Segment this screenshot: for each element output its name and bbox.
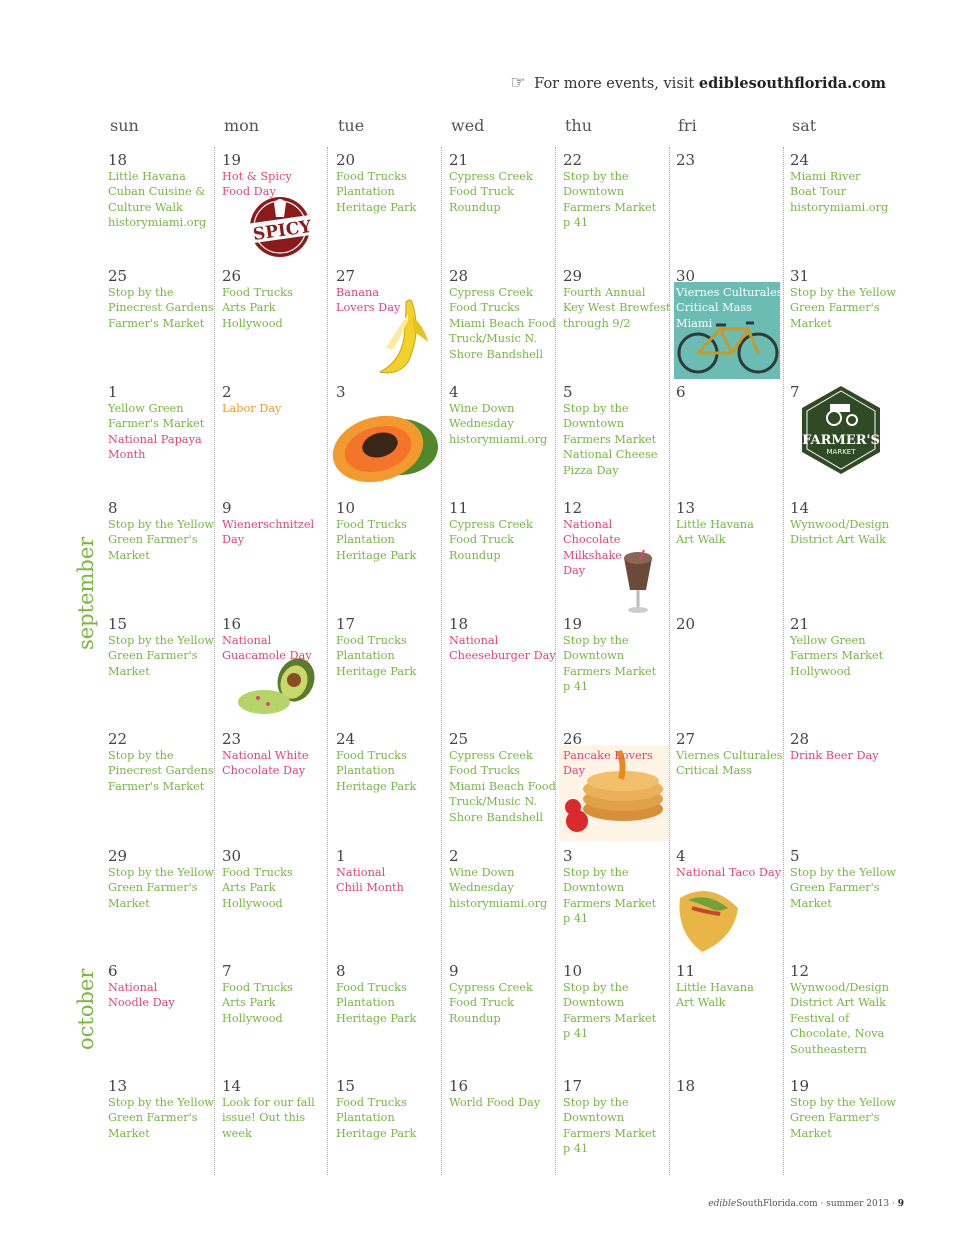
day-number: 4 — [676, 847, 686, 865]
day-event-text: National Chili Month — [336, 866, 404, 895]
calendar-day-cell — [336, 847, 448, 961]
day-number: 27 — [336, 267, 356, 285]
day-number: 8 — [108, 499, 118, 517]
calendar-day-cell — [449, 151, 561, 265]
day-number: 1 — [336, 847, 346, 865]
month-label-september: september — [74, 536, 98, 650]
day-event-text: Cypress Creek Food Truck Roundup — [449, 170, 533, 214]
day-event-text: Viernes Culturales Critical Mass — [676, 749, 783, 778]
day-event-text: Stop by the Downtown Farmers Market p 41 — [563, 866, 657, 926]
calendar-day-cell — [449, 847, 561, 961]
day-number: 22 — [563, 151, 583, 169]
day-number: 14 — [222, 1077, 242, 1095]
day-number: 21 — [790, 615, 810, 633]
day-number: 2 — [449, 847, 459, 865]
day-number: 11 — [676, 962, 696, 980]
day-event-text: Labor Day — [222, 402, 282, 415]
calendar-day-cell — [449, 962, 561, 1076]
day-event-text: National Taco Day — [676, 866, 782, 879]
calendar-day-cell — [563, 847, 675, 961]
svg-text:MARKET: MARKET — [826, 448, 856, 456]
day-number: 19 — [790, 1077, 810, 1095]
day-event-text: Stop by the Downtown Farmers Market p 41 — [563, 170, 657, 230]
day-number: 9 — [222, 499, 232, 517]
calendar-day-cell — [336, 730, 448, 844]
page-number: 9 — [897, 1199, 904, 1209]
day-number: 28 — [449, 267, 469, 285]
day-number: 12 — [563, 499, 583, 517]
footer-edible: edible — [708, 1199, 737, 1209]
day-event-text: Stop by the Yellow Green Farmer's Market — [790, 286, 897, 330]
calendar-day-cell — [676, 383, 788, 497]
day-number: 15 — [336, 1077, 356, 1095]
day-event-text: Stop by the Downtown Farmers Market p 41 — [563, 1096, 657, 1156]
day-number: 16 — [449, 1077, 469, 1095]
calendar-day-cell — [790, 1077, 902, 1191]
calendar-day-cell — [108, 962, 220, 1076]
day-event-text: Stop by the Pinecrest Gardens Farmer's Market — [108, 286, 214, 330]
day-number: 21 — [449, 151, 469, 169]
day-number: 28 — [790, 730, 810, 748]
day-event-text: Food Trucks Arts Park Hollywood — [222, 286, 293, 330]
footer-text: SouthFlorida.com · summer 2013 · — [736, 1199, 898, 1209]
calendar-day-cell — [676, 499, 788, 613]
calendar-day-cell — [108, 383, 220, 497]
day-event-text: Food Trucks Plantation Heritage Park — [336, 1096, 417, 1140]
day-event-text: Cypress Creek Food Truck Roundup — [449, 518, 533, 562]
day-event-text: Cypress Creek Food Truck Roundup — [449, 981, 533, 1025]
calendar-day-cell — [449, 730, 561, 844]
day-event-text: Stop by the Yellow Green Farmer's Market — [790, 866, 897, 910]
day-event-text: Little Havana Art Walk — [676, 981, 754, 1010]
day-number: 16 — [222, 615, 242, 633]
day-event-text: Cypress Creek Food Trucks Miami Beach Food Truck/Music N. Shore Bandshell — [449, 749, 556, 824]
day-event-text: Stop by the Downtown Farmers Market National Cheese Pizza Day — [563, 402, 658, 477]
calendar-day-cell — [108, 499, 220, 613]
day-event-text: Little Havana Art Walk — [676, 518, 754, 547]
calendar-day-cell — [563, 962, 675, 1076]
calendar-day-cell — [676, 1077, 788, 1191]
calendar-day-cell — [790, 267, 902, 381]
day-event-text: Stop by the Yellow Green Farmer's Market — [108, 518, 215, 562]
calendar-day-cell — [108, 151, 220, 265]
calendar-day-cell — [790, 730, 902, 844]
calendar-day-cell — [108, 847, 220, 961]
day-number: 27 — [676, 730, 696, 748]
page-footer — [708, 1199, 904, 1209]
calendar-day-cell — [790, 615, 902, 729]
calendar-day-cell — [676, 730, 788, 844]
day-number: 5 — [790, 847, 800, 865]
calendar-day-cell — [222, 1077, 334, 1191]
calendar-day-cell — [563, 267, 675, 381]
calendar-day-cell — [449, 615, 561, 729]
calendar-day-cell — [676, 847, 788, 961]
day-event-text: Wynwood/Design District Art Walk — [790, 518, 889, 547]
day-number: 31 — [790, 267, 810, 285]
day-number: 23 — [676, 151, 696, 169]
calendar-day-cell — [563, 151, 675, 265]
day-event-text: Food Trucks Plantation Heritage Park — [336, 749, 417, 793]
calendar-day-cell — [449, 383, 561, 497]
day-number: 6 — [108, 962, 118, 980]
day-number: 8 — [336, 962, 346, 980]
calendar-day-cell — [563, 615, 675, 729]
month-label-october: october — [74, 968, 98, 1050]
calendar-day-cell — [222, 499, 334, 613]
calendar-day-cell — [222, 847, 334, 961]
day-event-text: Yellow Green Farmer's Market — [108, 402, 205, 431]
calendar-day-cell — [790, 151, 902, 265]
day-number: 26 — [563, 730, 583, 748]
day-event-text: Yellow Green Farmers Market Hollywood — [790, 634, 884, 678]
calendar-day-cell — [108, 267, 220, 381]
calendar-day-cell — [790, 499, 902, 613]
header-site-link[interactable]: ediblesouthflorida.com — [698, 75, 886, 92]
day-event-text: Food Trucks Plantation Heritage Park — [336, 981, 417, 1025]
calendar-day-cell — [336, 1077, 448, 1191]
calendar-day-cell — [563, 499, 675, 613]
day-number: 24 — [790, 151, 810, 169]
day-event-text: National Chocolate Milkshake Day — [563, 518, 622, 578]
day-number: 22 — [108, 730, 128, 748]
calendar-day-cell — [336, 499, 448, 613]
day-number: 17 — [336, 615, 356, 633]
day-event-text: Viernes Culturales Critical Mass Miami — [676, 286, 783, 330]
calendar-day-cell — [222, 615, 334, 729]
day-number: 13 — [108, 1077, 128, 1095]
day-number: 18 — [676, 1077, 696, 1095]
day-number: 24 — [336, 730, 356, 748]
calendar-day-cell — [676, 615, 788, 729]
day-number: 14 — [790, 499, 810, 517]
weekday-label-thu: thu — [565, 116, 593, 135]
day-event-text: Stop by the Yellow Green Farmer's Market — [790, 1096, 897, 1140]
day-event-text: Fourth Annual Key West Brewfest through 9/2 — [563, 286, 671, 330]
day-event-text: Food Trucks Plantation Heritage Park — [336, 170, 417, 214]
day-event-text: Stop by the Downtown Farmers Market p 41 — [563, 634, 657, 694]
weekday-label-mon: mon — [224, 116, 260, 135]
day-number: 3 — [336, 383, 346, 401]
day-event-text: Stop by the Downtown Farmers Market p 41 — [563, 981, 657, 1041]
day-event-text: Stop by the Pinecrest Gardens Farmer's Market — [108, 749, 214, 793]
day-event-text: Miami River Boat Tour historymiami.org — [790, 170, 889, 214]
day-number: 29 — [563, 267, 583, 285]
day-number: 20 — [676, 615, 696, 633]
day-number: 25 — [449, 730, 469, 748]
day-number: 2 — [222, 383, 232, 401]
calendar-day-cell — [336, 267, 448, 381]
calendar-day-cell — [222, 151, 334, 265]
pointing-hand-icon: ☞ — [510, 73, 526, 93]
day-event-text: National Cheeseburger Day — [449, 634, 556, 663]
calendar-day-cell — [108, 615, 220, 729]
day-number: 19 — [563, 615, 583, 633]
day-number: 26 — [222, 267, 242, 285]
calendar-day-cell — [676, 151, 788, 265]
calendar-day-cell — [222, 383, 334, 497]
calendar-day-cell — [449, 267, 561, 381]
day-event-text: Food Trucks Arts Park Hollywood — [222, 981, 293, 1025]
calendar-day-cell — [563, 1077, 675, 1191]
weekday-label-sat: sat — [792, 116, 817, 135]
day-number: 19 — [222, 151, 242, 169]
day-event-text: Cypress Creek Food Trucks Miami Beach Food Truck/Music N. Shore Bandshell — [449, 286, 556, 361]
day-event-text: Stop by the Yellow Green Farmer's Market — [108, 634, 215, 678]
day-event-text: National Guacamole Day — [222, 634, 312, 663]
day-number: 13 — [676, 499, 696, 517]
day-number: 23 — [222, 730, 242, 748]
calendar-day-cell — [336, 383, 448, 497]
day-number: 20 — [336, 151, 356, 169]
day-event-text: Pancake Lovers Day — [563, 749, 653, 778]
day-number: 29 — [108, 847, 128, 865]
weekday-label-fri: fri — [678, 116, 697, 135]
day-event-text: Wine Down Wednesday historymiami.org — [449, 402, 548, 446]
day-event-text: Wienerschnitzel Day — [222, 518, 315, 547]
calendar-day-cell — [222, 730, 334, 844]
day-event-text: Hot & Spicy Food Day — [222, 170, 292, 199]
calendar-day-cell — [108, 730, 220, 844]
day-event-text-secondary: National Papaya Month — [108, 432, 202, 462]
day-event-text: Banana Lovers Day — [336, 286, 401, 315]
day-event-text: Little Havana Cuban Cuisine & Culture Walk historymiami.org — [108, 170, 207, 230]
day-number: 7 — [222, 962, 232, 980]
calendar-day-cell — [336, 615, 448, 729]
calendar-day-cell — [222, 962, 334, 1076]
weekday-label-wed: wed — [451, 116, 485, 135]
svg-text:SPICY: SPICY — [251, 216, 313, 245]
day-event-text: Stop by the Yellow Green Farmer's Market — [108, 1096, 215, 1140]
day-number: 10 — [563, 962, 583, 980]
day-event-text: World Food Day — [449, 1096, 541, 1109]
calendar-day-cell — [336, 151, 448, 265]
day-event-text: Drink Beer Day — [790, 749, 879, 762]
calendar-day-cell — [222, 267, 334, 381]
day-number: 18 — [449, 615, 469, 633]
day-event-text: Food Trucks Arts Park Hollywood — [222, 866, 293, 910]
day-event-text: Stop by the Yellow Green Farmer's Market — [108, 866, 215, 910]
weekday-label-sun: sun — [110, 116, 139, 135]
calendar-day-cell — [563, 383, 675, 497]
day-number: 5 — [563, 383, 573, 401]
day-number: 25 — [108, 267, 128, 285]
day-number: 18 — [108, 151, 128, 169]
day-number: 30 — [676, 267, 696, 285]
day-number: 11 — [449, 499, 469, 517]
calendar-day-cell — [676, 962, 788, 1076]
day-number: 30 — [222, 847, 242, 865]
day-number: 3 — [563, 847, 573, 865]
day-number: 1 — [108, 383, 118, 401]
day-event-text: Food Trucks Plantation Heritage Park — [336, 634, 417, 678]
day-event-text: National White Chocolate Day — [222, 749, 309, 778]
day-event-text: Wine Down Wednesday historymiami.org — [449, 866, 548, 910]
day-number: 7 — [790, 383, 800, 401]
day-number: 10 — [336, 499, 356, 517]
day-number: 6 — [676, 383, 686, 401]
calendar-day-cell — [676, 267, 788, 381]
calendar-day-cell — [790, 962, 902, 1076]
day-event-text: National Noodle Day — [108, 981, 175, 1010]
calendar-day-cell — [790, 383, 902, 497]
header-text: For more events, visit — [534, 76, 699, 92]
day-number: 4 — [449, 383, 459, 401]
day-event-text: Food Trucks Plantation Heritage Park — [336, 518, 417, 562]
day-event-text: Look for our fall issue! Out this week — [222, 1096, 315, 1140]
calendar-day-cell — [449, 1077, 561, 1191]
svg-text:FARMER'S: FARMER'S — [802, 433, 880, 448]
day-number: 15 — [108, 615, 128, 633]
calendar-day-cell — [449, 499, 561, 613]
calendar-day-cell — [336, 962, 448, 1076]
calendar-day-cell — [108, 1077, 220, 1191]
day-number: 12 — [790, 962, 810, 980]
day-event-text: Wynwood/Design District Art Walk Festival of Chocolate, Nova Southeastern — [790, 981, 889, 1056]
day-number: 9 — [449, 962, 459, 980]
calendar-day-cell — [563, 730, 675, 844]
day-number: 17 — [563, 1077, 583, 1095]
weekday-label-tue: tue — [338, 116, 365, 135]
calendar-day-cell — [790, 847, 902, 961]
